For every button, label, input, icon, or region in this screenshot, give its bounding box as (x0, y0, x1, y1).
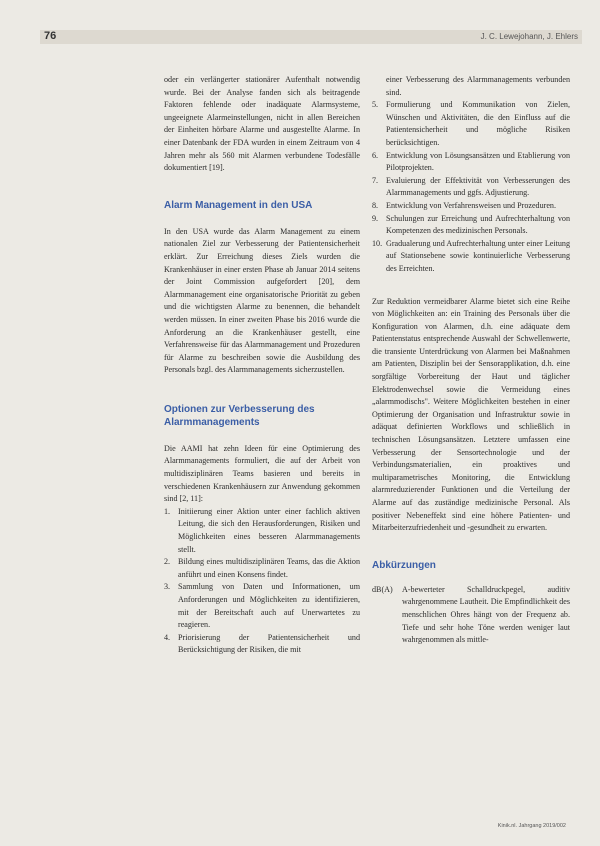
list-item: 3. Sammlung von Daten und Informationen, um Anforderungen und Möglichkeiten zu identifizieren, mit der Bereitschaft auch auf Unerwartetes zu reagieren. (164, 582, 360, 630)
right-column (372, 74, 570, 647)
left-column (164, 74, 360, 657)
list-item: 8. Entwicklung von Verfahrensweisen und Prozeduren. (372, 200, 556, 210)
left-numbered-list (164, 506, 360, 657)
abbreviation-term: dB(A) (372, 584, 393, 594)
footer-note: Kinik.nl. Jahrgang 2019/002 (497, 823, 566, 829)
list-item: einer Verbesserung des Alarmmanagements verbunden sind. (386, 75, 570, 97)
running-head: J. C. Lewejohann, J. Ehlers (480, 32, 578, 41)
list-item: 4. Priorisierung der Patientensicherheit und Berücksichtigung der Risiken, die mit (164, 632, 360, 655)
left-paragraph-1: oder ein verlängerter stationärer Aufenthalt notwendig wurde. Bei der Analyse fanden sich als beitragende Faktoren fehlende oder inadäquate Alarmsysteme, ungeeignete Alarmeinstellungen, nicht in allen Bereichen der Einheiten hörbare Alarme und ausgestellte Alarme. In einer Datenbank der FDA wurden in einem Zeitraum von 4 Jahren mehr als 560 mit Alarmen verbundene Todesfälle dokumentiert [19]. (164, 75, 360, 173)
list-item: 9. Schulungen zur Erreichung und Aufrechterhaltung von Kompetenzen des medizinischen Personals. (372, 213, 570, 236)
left-paragraph-3: Die AAMI hat zehn Ideen für eine Optimierung des Alarmmanagements formuliert, die auf der Arbeit von multidisziplinären Teams basieren und bereits in verschiedenen Krankenhäusern zur Anwendung gekommen sind [2, 11]: (164, 443, 360, 504)
list-item: 10. Gradualerung und Aufrechterhaltung unter einer Leitung auf Stationsebene sowie kontinuierliche Verbesserung des Erreichten. (372, 238, 570, 273)
list-item: 6. Entwicklung von Lösungsansätzen und Etablierung von Pilotprojekten. (372, 150, 570, 173)
list-item: 2. Bildung eines multidisziplinären Teams, das die Aktion anführt und einen Konsens findet. (164, 557, 360, 579)
left-paragraph-2: In den USA wurde das Alarm Management zu einem nationalen Ziel zur Verbesserung der Patientensicherheit erklärt. Zur Erreichung dieses Ziels wurden die Krankenhäuser in einer ersten Phase ab Januar 2014 seitens der Joint Commission aufgefordert [20], dem Alarmmanagement eine organisatorische Priorität zu geben und die wichtigsten Alarme zu benennen, die behandelt werden müssen. In einer zweiten Phase bis 2016 wurde die Anforderung an die Krankenhäuser gestellt, eine Verfahrensweise für das Alarmmanagement und Prozeduren für Alarme zu beschreiben sowie die Ausbildung des Personals bzgl. des Alarmmanagements sicherzustellen. (164, 226, 360, 375)
list-item: 5. Formulierung und Kommunikation von Zielen, Wünschen und Aktivitäten, die den Einfluss auf die Patientensicherheit und mögliche Risiken berücksichtigen. (372, 100, 570, 147)
abbreviation-entry (372, 584, 570, 647)
abbreviation-definition: A-bewerteter Schalldruckpegel, auditiv wahrgenommene Lautheit. Die Empfindlichkeit des menschlichen Ohres hängt von der Frequenz ab. Tiefe und sehr hohe Töne werden weniger laut wahrgenommen als mittle- (402, 584, 570, 645)
heading-abkuerzungen: Abkürzungen (372, 559, 436, 571)
right-numbered-list (372, 74, 570, 276)
list-item: 1. Initiierung einer Aktion unter einer fachlich aktiven Leitung, die sich den Herausforderungen, Risiken und Möglichkeiten eines besseren Alarmmanagements stellt. (164, 506, 360, 554)
heading-alarm-management-usa: Alarm Management in den USA (164, 199, 313, 211)
list-item: 7. Evaluierung der Effektivität von Verbesserungen des Alarmmanagements und ggfs. Adjustierung. (372, 175, 570, 198)
right-paragraph-1: Zur Reduktion vermeidbarer Alarme bietet sich eine Reihe von Möglichkeiten an: ein Training des Personals über die Konfiguration von Alarmen, d.h. eine adäquate dem Patientenstatus entsprechende Auswahl der Schwellenwerte, die transiente Unterdrückung von Alarmen bei Maßnahmen am Patienten, Disziplin bei der Sensorapplikation, d.h. eine sorgfältige Vorbereitung der Haut und täglicher Elektrodenwechsel sowie die Vermeidung eines „alarmmodischs". Weitere Möglichkeiten bestehen in einer Optimierung der Organisation und Infrastruktur sowie in adäquat definierten Workflows und schließlich in technischen Lösungsansätzen. Letztere umfassen eine Verbesserung der Sensortechnologie und der Verbindungsmaterialien, ein proaktives und multiparametrisches Monitoring, die Entwicklung alarmreduzierender Funktionen und die Verteilung der Alarme auf das zuständige medizinische Personal. Als positiver Nebeneffekt sind eine höhere Patienten- und Mitarbeiterzufriedenheit und -gesundheit zu erwarten. (372, 296, 570, 533)
page-number: 76 (44, 30, 57, 42)
heading-optionen: Optionen zur Verbesserung des Alarmmanagements (164, 403, 315, 428)
